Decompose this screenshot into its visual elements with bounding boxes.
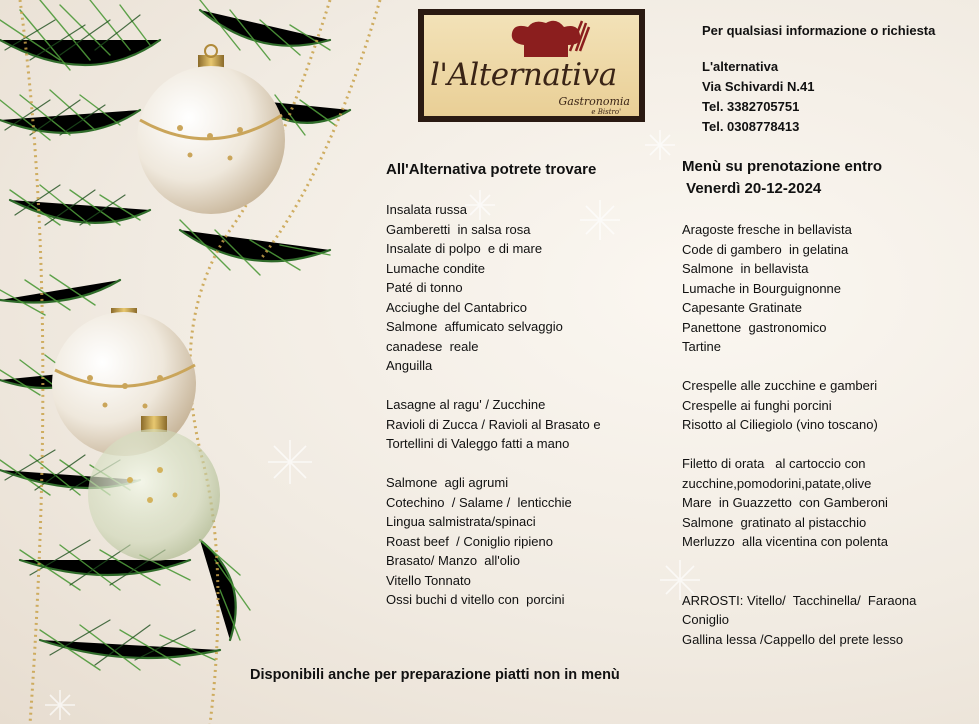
menu-item: Filetto di orata al cartoccio con: [682, 456, 866, 471]
logo-subtitle-2: e Bistro': [591, 108, 621, 116]
menu-item: Risotto al Ciliegiolo (vino toscano): [682, 417, 878, 432]
list-spacer: [682, 552, 916, 572]
menu-item: Ossi buchi d vitello con porcini: [386, 592, 565, 607]
menu-item: Insalata russa: [386, 202, 467, 217]
menu-item: Salmone agli agrumi: [386, 475, 509, 490]
list-spacer: [682, 357, 916, 377]
menu-item: Tartine: [682, 339, 722, 354]
contact-intro: Per qualsiasi informazione o richiesta: [702, 23, 936, 38]
menu-item: Crespelle ai funghi porcini: [682, 397, 832, 413]
right-column-title-1: Menù su prenotazione entro: [682, 158, 883, 175]
menu-item: Capesante Gratinate: [682, 300, 802, 315]
menu-item: Ravioli di Zucca / Ravioli al Brasato e: [386, 416, 601, 432]
menu-item: Lumache condite: [386, 260, 486, 276]
contact-phone-1: Tel. 3382705751: [702, 99, 800, 114]
chef-hat-icon: [504, 19, 594, 61]
list-spacer: [386, 454, 601, 474]
menu-item: Gamberetti in salsa rosa: [386, 221, 531, 237]
menu-item: Crespelle alle zucchine e gamberi: [682, 378, 878, 393]
logo-name: l'Alternativa: [430, 57, 617, 93]
list-spacer: [682, 435, 916, 455]
menu-item: Cotechino / Salame / lenticchie: [386, 494, 572, 510]
menu-item: Roast beef / Coniglio ripieno: [386, 533, 553, 549]
contact-spacer: [702, 41, 935, 57]
menu-item: Lumache in Bourguignonne: [682, 280, 842, 296]
left-menu-list: [386, 200, 601, 610]
bauble-top: [137, 45, 285, 214]
menu-item: Tortellini di Valeggo fatti a mano: [386, 436, 570, 451]
menu-item: Anguilla: [386, 358, 433, 373]
menu-item: Insalate di polpo e di mare: [386, 241, 543, 256]
menu-item: Code di gambero in gelatina: [682, 241, 849, 257]
menu-item: Salmone gratinato al pistacchio: [682, 514, 867, 530]
menu-item: Vitello Tonnato: [386, 572, 471, 588]
left-column-title: All'Alternativa potrete trovare: [386, 161, 597, 178]
list-spacer: [682, 571, 916, 591]
logo-subtitle: Gastronomia: [558, 95, 630, 108]
menu-item: Aragoste fresche in bellavista: [682, 222, 852, 237]
menu-item: Lingua salmistrata/spinaci: [386, 514, 536, 529]
menu-item: zucchine,pomodorini,patate,olive: [682, 475, 872, 491]
menu-item: Paté di tonno: [386, 280, 463, 295]
menu-item: Salmone affumicato selvaggio: [386, 319, 563, 334]
menu-item: Acciughe del Cantabrico: [386, 299, 527, 315]
menu-item: Mare in Guazzetto con Gamberoni: [682, 495, 888, 510]
list-spacer: [386, 376, 601, 396]
contact-block: [702, 21, 935, 137]
right-menu-list: [682, 220, 916, 649]
contact-address: Via Schivardi N.41: [702, 79, 815, 94]
logo: [418, 9, 645, 122]
logo-panel: [424, 15, 639, 116]
menu-item: Panettone gastronomico: [682, 319, 827, 335]
menu-item: canadese reale: [386, 338, 479, 354]
menu-item: Gallina lessa /Cappello del prete lesso: [682, 631, 904, 647]
menu-item: Coniglio: [682, 612, 729, 627]
right-column-title-2: Venerdì 20-12-2024: [682, 180, 822, 197]
menu-item: ARROSTI: Vitello/ Tacchinella/ Faraona: [682, 592, 917, 608]
menu-item: Brasato/ Manzo all'olio: [386, 553, 520, 568]
menu-item: Salmone in bellavista: [682, 261, 809, 276]
footer-note: Disponibili anche per preparazione piatti non in menù: [250, 667, 620, 683]
menu-item: Merluzzo alla vicentina con polenta: [682, 534, 888, 549]
contact-name: L'alternativa: [702, 59, 779, 74]
contact-phone-2: Tel. 0308778413: [702, 119, 800, 134]
menu-item: Lasagne al ragu' / Zucchine: [386, 397, 546, 412]
